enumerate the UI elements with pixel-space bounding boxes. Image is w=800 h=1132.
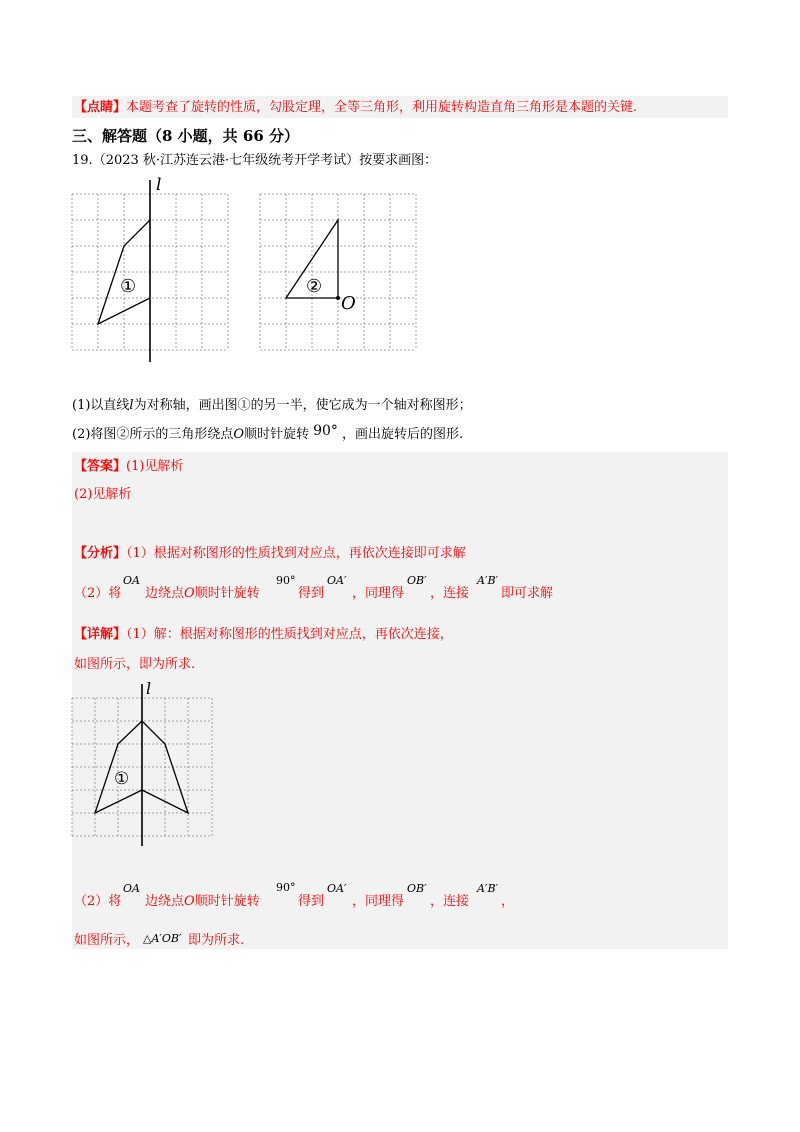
analysis-2e: ，同理得: [352, 586, 405, 601]
detail-3g: ，: [501, 894, 515, 909]
figure-2: [256, 188, 426, 358]
analysis-tag: 【分析】: [74, 546, 127, 561]
part1-prefix: (1)以直线: [72, 398, 130, 413]
part1-suffix: 为对称轴，画出图①的另一半，使它成为一个轴对称图形；: [133, 398, 472, 413]
question-source: （2023 秋·江苏连云港·七年级统考开学考试）按要求画图：: [92, 153, 438, 168]
detail-angle: 90°: [276, 881, 296, 894]
analysis-oa: OA: [123, 574, 140, 587]
part1-line: [72, 397, 472, 414]
detail-line3: （2）将: [74, 894, 122, 909]
point-o: [336, 296, 340, 300]
part2-prefix: (2)将图②所示的三角形绕点: [72, 427, 234, 442]
detail-line4b: 即为所求.: [188, 933, 245, 948]
analysis-2f: ，连接: [430, 586, 470, 601]
part2-var: O: [233, 427, 245, 442]
part2-angle: 90°: [313, 423, 338, 439]
analysis-2c: 顺时针旋转: [194, 586, 260, 601]
detail-triangle: △A′OB′: [143, 932, 182, 945]
analysis-2g: 即可求解: [501, 586, 554, 601]
solution-axis-label: l: [146, 679, 152, 698]
section-title: 三、解答题（8 小题，共 66 分）: [72, 127, 299, 145]
detail-3d: 得到: [298, 894, 325, 909]
dianjing-line: [74, 99, 637, 116]
detail-line4: 如图所示，: [74, 933, 140, 948]
shape-label-2: ②: [306, 276, 323, 297]
detail-line2: 如图所示，即为所求.: [74, 657, 196, 672]
detail-oa: OA: [123, 882, 140, 895]
answer-text-1: (1)见解析: [126, 459, 184, 474]
detail-line1: [74, 626, 453, 643]
analysis-ob-prime: OB′: [407, 574, 427, 587]
answer-tag: 【答案】: [74, 459, 127, 474]
detail-line3b: [145, 893, 260, 910]
dianjing-text: 本题考查了旋转的性质，勾股定理，全等三角形，利用旋转构造直角三角形是本题的关键.: [126, 100, 638, 115]
dianjing-tag: 【点睛】: [74, 100, 127, 115]
detail-3e: ，同理得: [352, 894, 405, 909]
analysis-line2: [74, 585, 121, 602]
solution-figure: [68, 678, 218, 850]
detail-ab-prime: A′B′: [477, 882, 499, 895]
analysis-text-1: （1）根据对称图形的性质找到对应点，再依次连接即可求解: [126, 546, 466, 561]
detail-3c: 顺时针旋转: [194, 894, 260, 909]
detail-o: O: [184, 894, 195, 909]
detail-3f: ，连接: [430, 894, 470, 909]
question-line: [72, 152, 437, 169]
detail-3b: 边绕点: [145, 894, 185, 909]
analysis-2b: 边绕点: [145, 586, 185, 601]
detail-text-1: （1）解：根据对称图形的性质找到对应点，再依次连接，: [126, 627, 453, 642]
shape-label-1: ①: [120, 276, 137, 297]
point-o-label: O: [341, 293, 356, 314]
axis-label-l: l: [156, 175, 162, 195]
figure-1: [68, 174, 238, 366]
analysis-angle: 90°: [276, 574, 296, 587]
part1-var: l: [129, 398, 134, 413]
detail-oa-prime: OA′: [327, 882, 347, 895]
analysis-ab-prime: A′B′: [477, 574, 499, 587]
question-number: 19.: [72, 153, 93, 168]
part2-middle: 顺时针旋转: [244, 427, 310, 442]
analysis-line1: [74, 545, 466, 562]
part2-line: [72, 423, 464, 443]
solution-shape-label: ①: [114, 769, 130, 789]
answer-line1: [74, 458, 183, 475]
analysis-2d: 得到: [298, 586, 325, 601]
analysis-line2b: [145, 585, 260, 602]
analysis-o: O: [184, 586, 195, 601]
part2-suffix: ，画出旋转后的图形.: [341, 427, 464, 442]
detail-tag: 【详解】: [74, 627, 127, 642]
detail-ob-prime: OB′: [407, 882, 427, 895]
analysis-oa-prime: OA′: [327, 574, 347, 587]
answer-line2: (2)见解析: [74, 487, 132, 502]
analysis-2a: （2）将: [74, 586, 122, 601]
